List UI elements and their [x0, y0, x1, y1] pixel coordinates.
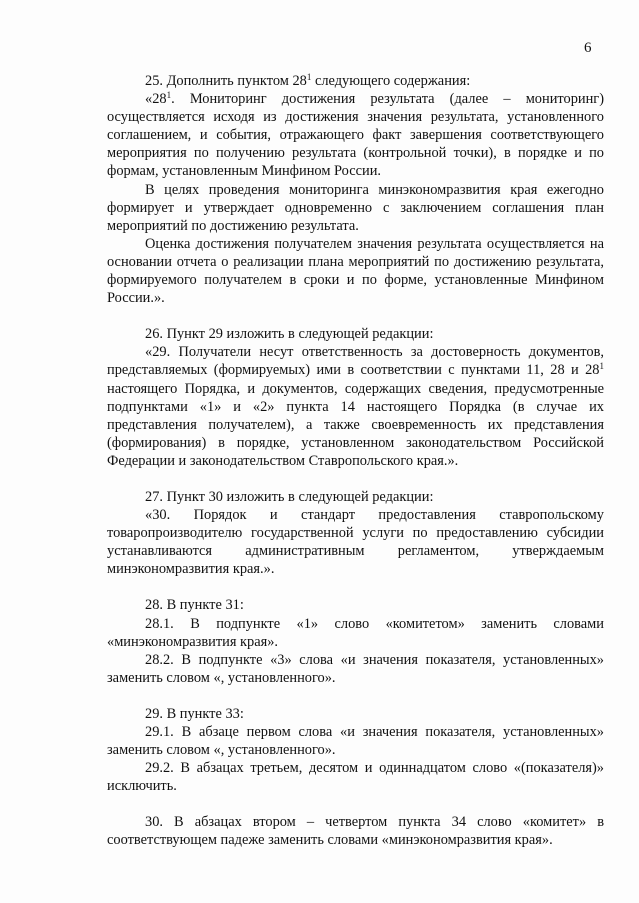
item-29-2: 29.2. В абзацах третьем, десятом и одиннадцатом слово «(показателя)» исключить. [107, 760, 604, 795]
item-25-paragraph-2: В целях проведения мониторинга минэкономразвития края ежегодно формирует и утверждает одновременно с заключением соглашения план мероприятий по достижению результата. [107, 181, 604, 234]
item-30: 30. В абзацах втором – четвертом пункта 34 слово «комитет» в соответствующем падеже заменить словами «минэкономразвития края». [107, 814, 604, 849]
item-28-heading: 28. В пункте 31: [145, 597, 244, 614]
item-26-heading: 26. Пункт 29 изложить в следующей редакции: [145, 326, 434, 343]
page-number: 6 [584, 40, 592, 56]
item-25-paragraph-3: Оценка достижения получателем значения результата осуществляется на основании отчета о реализации плана мероприятий по достижению результата, формируемого получателем в сроки и по форме, установленные Минфином России.». [107, 235, 604, 307]
item-26-paragraph: «29. Получатели несут ответственность за достоверность документов, представляемых (формируемых) ими в соответствии с пунктами 11, 28 и $28^1$ настоящего Порядка, и документов, содержащих сведения, предусмотренные подпунктами «1» и «2» пункта 14 настоящего Порядка (в случае их представления получателем), а также своевременность их представления (формирования) в порядке, установленном законодательством Российской Федерации и законодательством Ставропольского края.». [107, 344, 604, 469]
item-25-heading: 25. Дополнить пунктом $28^1$ следующего содержания: [145, 72, 471, 89]
item-29-1: 29.1. В абзаце первом слова «и значения показателя, установленных» заменить словом «, установленного». [107, 724, 604, 759]
item-28-2: 28.2. В подпункте «3» слова «и значения показателя, установленных» заменить словом «, установленного». [107, 651, 604, 686]
item-29-heading: 29. В пункте 33: [145, 705, 244, 722]
item-28-1: 28.1. В подпункте «1» слово «комитетом» заменить словами «минэкономразвития края». [107, 615, 604, 650]
document-body [107, 72, 604, 850]
item-25-paragraph-1: «$28^1$. Мониторинг достижения результата (далее – мониторинг) осуществляется исходя из достижения значения результата, установленного соглашением, и события, отражающего факт завершения соответствующего мероприятия по получению результата (контрольной точки), в порядке и по формам, установленным Минфином России. [107, 90, 604, 180]
item-27-heading: 27. Пункт 30 изложить в следующей редакции: [145, 488, 434, 505]
item-27-paragraph: «30. Порядок и стандарт предоставления ставропольскому товаропроизводителю государственной услуги по предоставлению субсидии устанавливаются административным регламентом, утверждаемым минэкономразвития края.». [107, 507, 604, 578]
